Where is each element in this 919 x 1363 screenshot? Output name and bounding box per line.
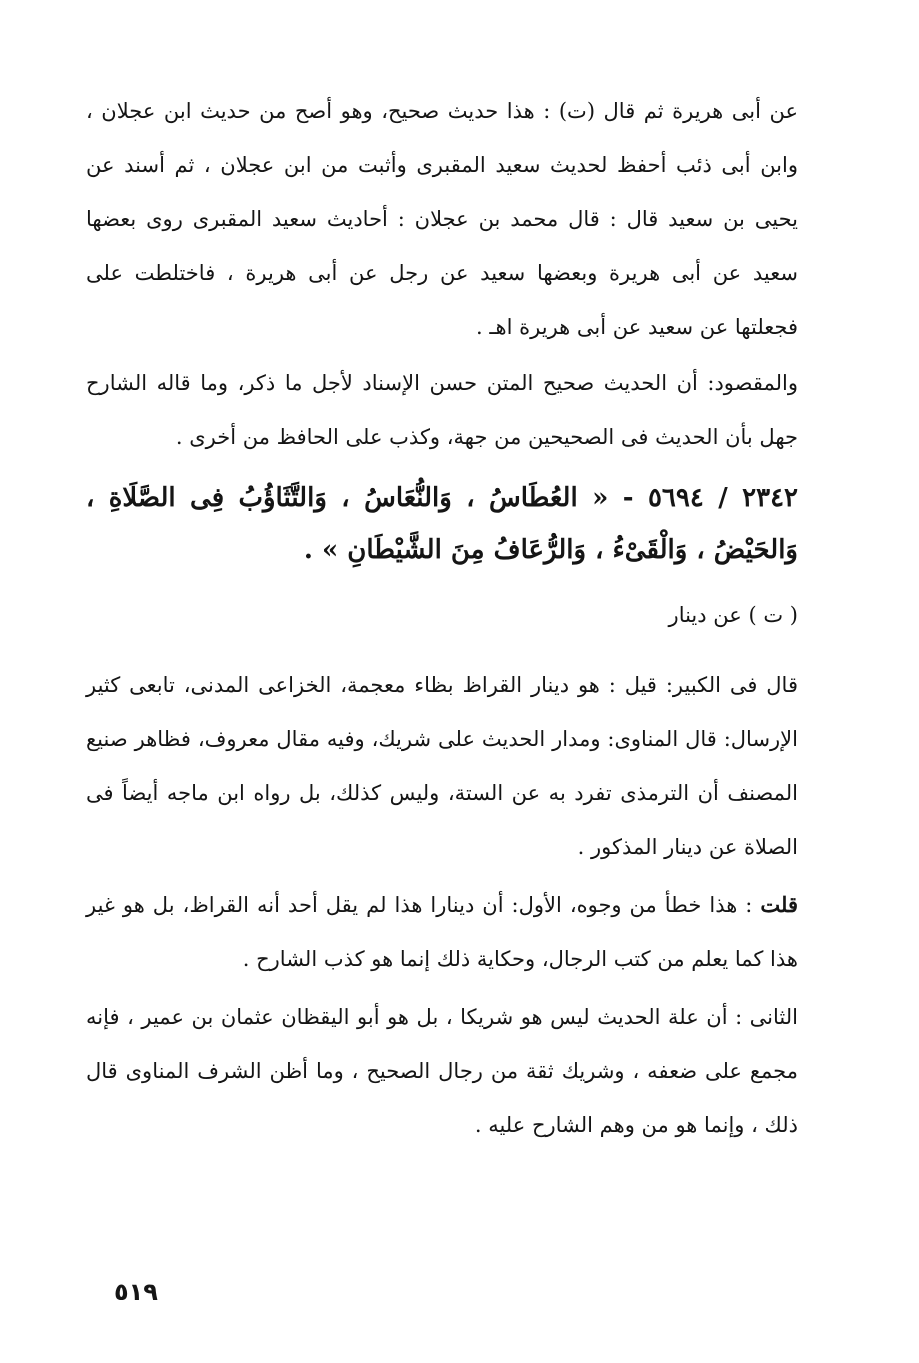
commentary-paragraph: قال فى الكبير: قيل : هو دينار القراظ بظاء معجمة، الخزاعى المدنى، تابعى كثير الإرسال: قال المناوى: ومدار الحديث على شريك، وفيه مقال معروف، فظاهر صنيع المصنف أن الترمذى تفرد به عن الستة، وليس كذلك، بل رواه ابن ماجه أيضاً فى الصلاة عن دينار المذكور .: [86, 673, 798, 859]
paragraph-continuation: عن أبى هريرة ثم قال (ت) : هذا حديث صحيح، وهو أصح من حديث ابن عجلان ، وابن أبى ذئب أحفظ لحديث سعيد المقبرى وأثبت من ابن عجلان ، ثم أسند عن يحيى بن سعيد قال : قال محمد بن عجلان : أحاديث سعيد المقبرى روى بعضها سعيد عن أبى هريرة وبعضها سعيد عن رجل عن أبى هريرة ، فاختلطت على فجعلتها عن سعيد عن أبى هريرة اهـ .: [86, 99, 798, 339]
page-body: [86, 84, 798, 1152]
commentary-text: : هذا خطأ من وجوه، الأول: أن دينارا هذا لم يقل أحد أنه القراظ، بل هو غير هذا كما يعلم من كتب الرجال، وحكاية ذلك إنما هو كذب الشارح .: [86, 893, 798, 971]
hadith-number: ٢٣٤٢ / ٥٦٩٤: [647, 483, 798, 513]
hadith-text: « العُطَاسُ ، وَالنُّعَاسُ ، وَالتَّثَاؤُبُ فِى الصَّلَاةِ ، وَالحَيْضُ ، وَالْقَىْءُ ، وَالرُّعَافُ مِنَ الشَّيْطَانِ » .: [86, 483, 798, 565]
hadith-separator: -: [608, 483, 634, 513]
page-number: ٥١٩: [114, 1278, 158, 1306]
commentary-lead: قلت: [760, 892, 798, 917]
paragraph-conclusion: والمقصود: أن الحديث صحيح المتن حسن الإسناد لأجل ما ذكر، وما قاله الشارح جهل بأن الحديث فى الصحيحين من جهة، وكذب على الحافظ من أخرى .: [86, 371, 798, 449]
hadith-entry: [86, 472, 798, 576]
hadith-source: ( ت ) عن دينار: [668, 603, 798, 627]
commentary-paragraph: الثانى : أن علة الحديث ليس هو شريكا ، بل هو أبو اليقظان عثمان بن عمير ، فإنه مجمع على ضعفه ، وشريك ثقة من رجال الصحيح ، وما أظن الشرف المناوى قال ذلك ، وإنما هو من وهم الشارح عليه .: [86, 1005, 798, 1137]
commentary-paragraph: [86, 878, 798, 986]
